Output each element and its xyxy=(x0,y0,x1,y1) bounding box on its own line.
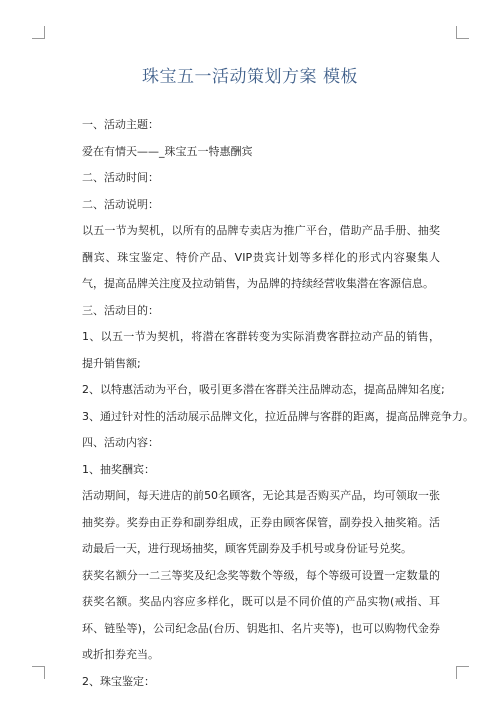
lottery-paragraph-2: 获奖名额分一二三等奖及纪念奖等数个等级，每个等级可设置一定数量的获奖名额。奖品内容应多样化，既可以是不同价值的产品实物(戒指、耳环、链坠等)，公司纪念品(台历、钥匙扣、名片夹等)，也可以购物代金券或折扣券充当。 xyxy=(82,568,440,661)
purpose-item-3: 3、通过针对性的活动展示品牌文化，拉近品牌与客群的距离，提高品牌竞争力。 xyxy=(82,409,474,423)
crop-mark-bottom-right xyxy=(456,666,469,679)
section-heading-purpose: 三、活动目的： xyxy=(82,303,159,317)
crop-mark-top-right xyxy=(456,26,469,39)
purpose-item-1: 1、以五一节为契机，将潜在客群转变为实际消费客群拉动产品的销售，提升销售额; xyxy=(82,330,440,370)
description-paragraph: 以五一节为契机，以所有的品牌专卖店为推广平台，借助产品手册、抽奖酬宾、珠宝鉴定、特价产品、VIP贵宾计划等多样化的形式内容聚集人气，提高品牌关注度及拉动销售，为品牌的持续经营收集潜在客源信息。 xyxy=(82,224,440,290)
crop-mark-top-left xyxy=(32,26,45,39)
content-subheading-appraisal: 2、珠宝鉴定： xyxy=(82,674,155,688)
purpose-item-2: 2、以特惠活动为平台，吸引更多潜在客群关注品牌动态，提高品牌知名度; xyxy=(82,383,445,396)
section-heading-time: 二、活动时间： xyxy=(82,171,159,184)
document-title: 珠宝五一活动策划方案 模板 xyxy=(142,67,358,87)
lottery-paragraph-1: 活动期间，每天进店的前50名顾客，无论其是否购买产品，均可领取一张抽奖券。奖券由正券和副券组成，正券由顾客保管，副券投入抽奖箱。活动最后一天，进行现场抽奖，顾客凭副券及手机号或身份证号兑奖。 xyxy=(82,489,440,555)
content-subheading-lottery: 1、抽奖酬宾： xyxy=(82,462,155,476)
section-heading-theme: 一、活动主题： xyxy=(82,118,159,131)
document-body xyxy=(60,112,474,695)
theme-text: 爱在有情天——_珠宝五一特惠酬宾 xyxy=(82,144,253,158)
section-heading-description: 二、活动说明： xyxy=(82,197,159,211)
section-heading-content: 四、活动内容： xyxy=(82,436,159,449)
crop-mark-bottom-left xyxy=(32,666,45,679)
